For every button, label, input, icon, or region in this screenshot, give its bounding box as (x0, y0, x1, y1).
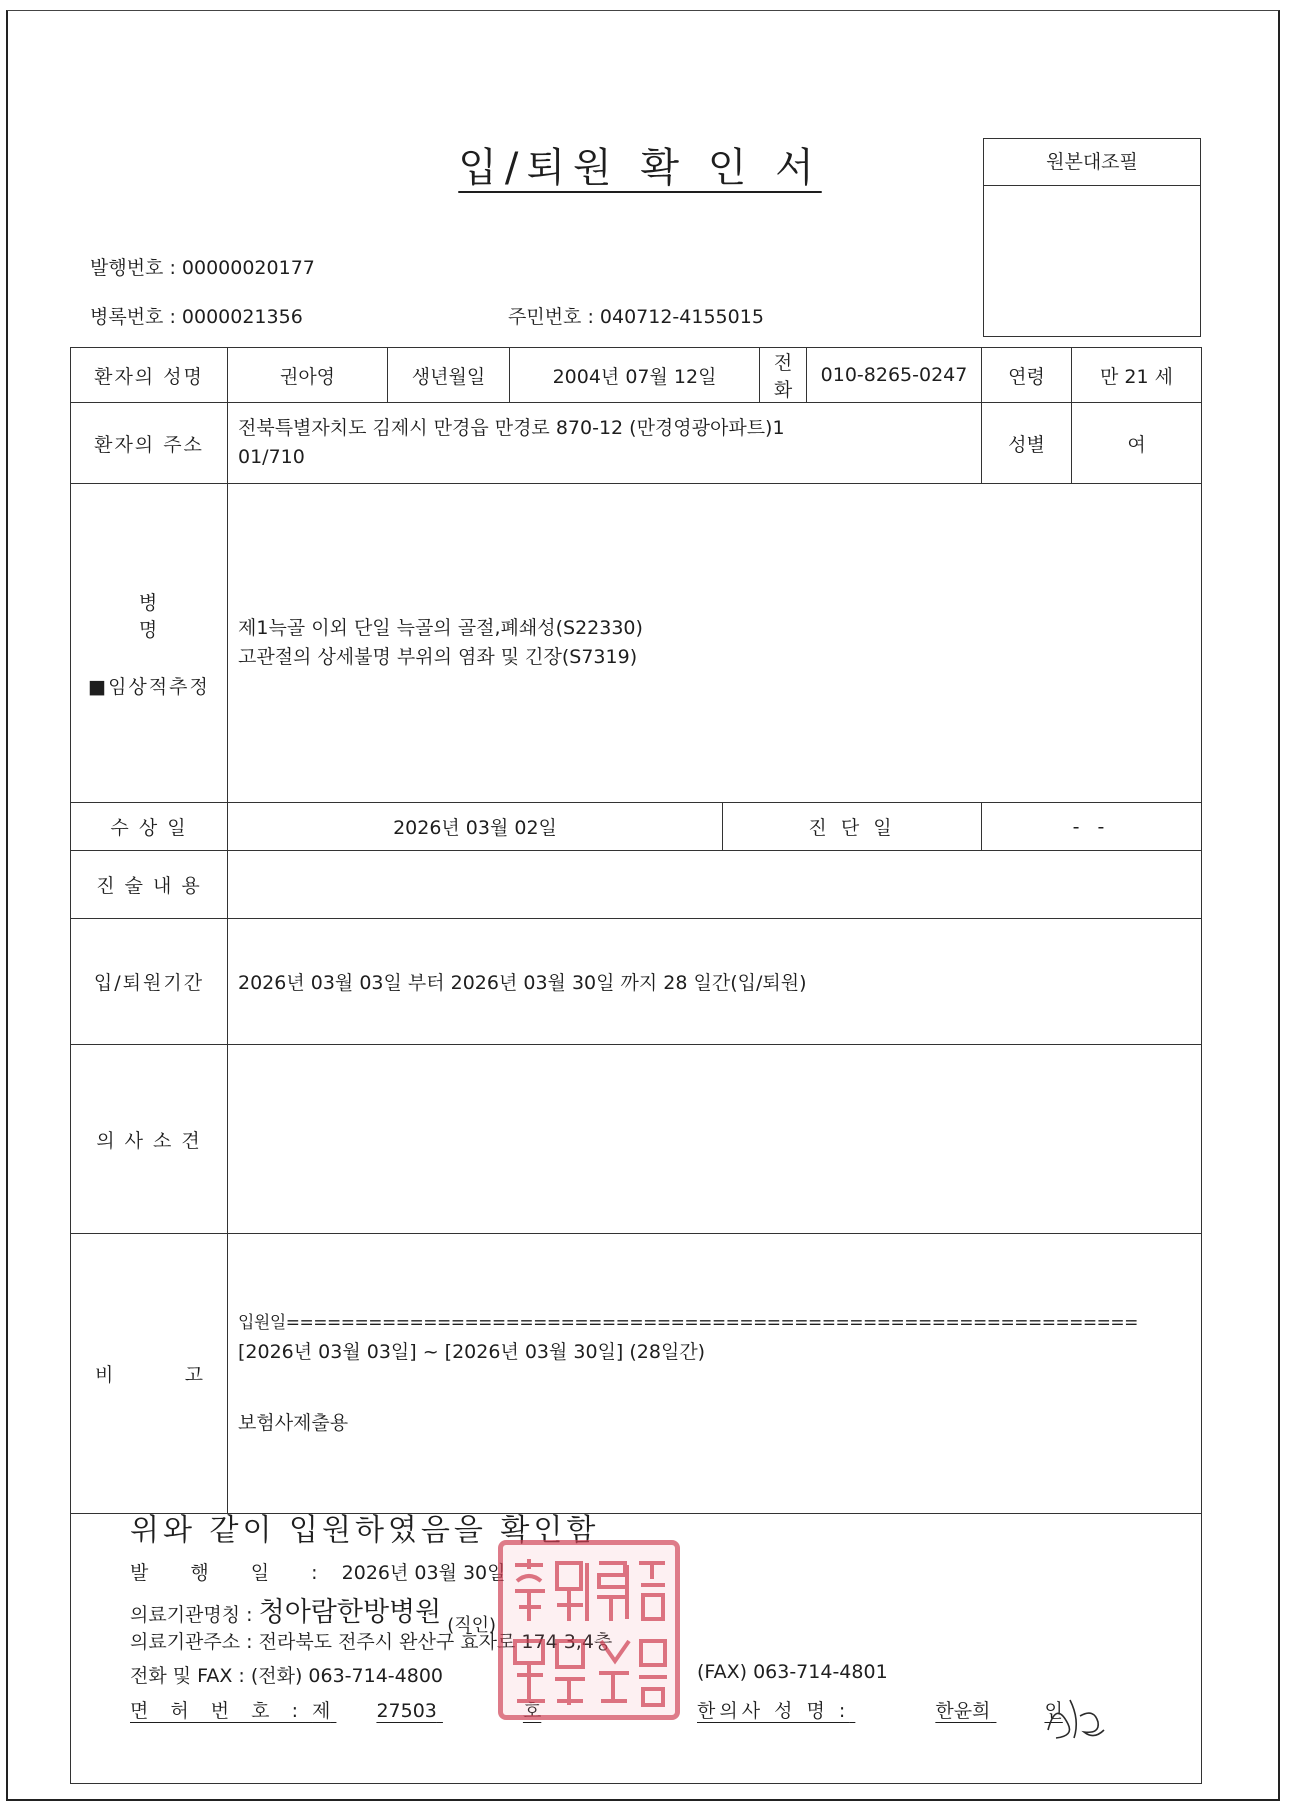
license-line (130, 1696, 541, 1723)
diagnosis-label: 병 명 (138, 591, 184, 641)
address-line-1: 전북특별자치도 김제시 만경읍 만경로 870-12 (만경영광아파트)1 (238, 417, 785, 439)
doctor-seal-mark: 인 (1044, 1700, 1063, 1722)
diagnosis-date: - - (982, 803, 1202, 851)
issue-number-label: 발행번호 : (90, 257, 182, 279)
statement-label: 진 술 내 용 (71, 851, 228, 919)
address-label: 환자의 주소 (71, 403, 228, 484)
phone-label: 전 화 (760, 348, 807, 403)
injury-date-label: 수 상 일 (71, 803, 228, 851)
issue-number (90, 253, 315, 280)
dates-row (71, 803, 1202, 851)
diagnosis-label-cell (71, 484, 228, 803)
doctor-line (697, 1696, 1063, 1723)
sex-value: 여 (1072, 403, 1202, 484)
license-prefix: 제 (312, 1700, 331, 1722)
issue-date (130, 1558, 506, 1585)
age-value: 만 21 세 (1072, 348, 1202, 403)
hospital-seal-stamp (498, 1540, 680, 1720)
age-label: 연령 (982, 348, 1072, 403)
patient-address (228, 403, 982, 484)
remarks-line-3: 보험사제출용 (238, 1412, 349, 1434)
diagnosis-date-label: 진 단 일 (723, 803, 982, 851)
remarks-label-right: 고 (184, 1364, 203, 1386)
diagnosis-row (71, 484, 1202, 803)
institution-name-value: 청아람한방병원 (258, 1597, 442, 1628)
record-number (90, 302, 303, 329)
contact-line (130, 1661, 443, 1688)
seal-glyph-art (503, 1545, 675, 1715)
record-number-value: 0000021356 (181, 306, 303, 328)
resident-number (508, 302, 764, 329)
license-label: 면 허 번 호 : (130, 1700, 306, 1722)
injury-date: 2026년 03월 02일 (228, 803, 723, 851)
diagnosis-line: 제1늑골 이외 단일 늑골의 골절,폐쇄성(S22330) (238, 617, 643, 639)
opinion-label: 의 사 소 견 (71, 1045, 228, 1234)
patient-address-row (71, 403, 1202, 484)
resident-number-value: 040712-4155015 (599, 306, 764, 328)
issue-date-label: 발 행 일 : (130, 1562, 336, 1584)
opinion-content (228, 1045, 1202, 1234)
phone-number: 010-8265-0247 (807, 348, 982, 403)
issue-date-value: 2026년 03월 30일 (341, 1562, 506, 1584)
license-number: 27503 (376, 1700, 437, 1722)
remarks-label (83, 1360, 215, 1387)
fax-value: (FAX) 063-714-4801 (697, 1661, 888, 1683)
document-title: 입/퇴원 확 인 서 (458, 145, 822, 191)
original-check-label: 원본대조필 (984, 139, 1200, 186)
birth-date: 2004년 07월 12일 (510, 348, 760, 403)
remarks-label-left: 비 (95, 1364, 114, 1386)
phone-value: (전화) 063-714-4800 (250, 1665, 443, 1687)
doctor-name: 한윤희 (935, 1700, 991, 1722)
remarks-line-1: 입원일============================================================== (238, 1313, 1138, 1333)
original-check-box (983, 138, 1201, 337)
period-row (71, 919, 1202, 1045)
resident-number-label: 주민번호 : (508, 306, 600, 328)
period-content: 2026년 03월 03일 부터 2026년 03월 30일 까지 28 일간(입/퇴원) (228, 919, 1202, 1045)
doctor-label: 한의사 성 명 : (697, 1700, 850, 1722)
birth-date-label: 생년월일 (388, 348, 510, 403)
patient-name-label: 환자의 성명 (71, 348, 228, 403)
doctor-signature (1040, 1690, 1110, 1750)
license-suffix: 호 (522, 1700, 542, 1722)
opinion-row (71, 1045, 1202, 1234)
remarks-label-cell (71, 1234, 228, 1514)
diagnosis-content (228, 484, 1202, 803)
period-label: 입/퇴원기간 (71, 919, 228, 1045)
seal-note: (직인) (447, 1615, 497, 1636)
address-line-2: 01/710 (238, 446, 305, 468)
patient-name: 권아영 (228, 348, 388, 403)
statement-content (228, 851, 1202, 919)
record-number-label: 병록번호 : (90, 306, 182, 328)
institution-address-value: 전라북도 전주시 완산구 효자로 174 3,4층 (258, 1631, 613, 1653)
contact-label: 전화 및 FAX : (130, 1665, 245, 1687)
institution-name (130, 1590, 497, 1636)
confirmation-statement: 위와 같이 입원하였음을 확인함 (130, 1513, 600, 1548)
institution-address-label: 의료기관주소 : (130, 1631, 253, 1653)
patient-info-row (71, 348, 1202, 403)
remarks-line-2: [2026년 03월 03일] ~ [2026년 03월 30일] (28일간) (238, 1341, 706, 1363)
sex-label: 성별 (982, 403, 1072, 484)
remarks-content (228, 1234, 1202, 1514)
clinical-estimate-label: ■임상적추정 (88, 675, 210, 698)
diagnosis-line: 고관절의 상세불명 부위의 염좌 및 긴장(S7319) (238, 646, 638, 668)
statement-row (71, 851, 1202, 919)
issue-number-value: 00000020177 (181, 257, 315, 279)
remarks-row (71, 1234, 1202, 1514)
institution-name-label: 의료기관명칭 : (130, 1604, 253, 1626)
